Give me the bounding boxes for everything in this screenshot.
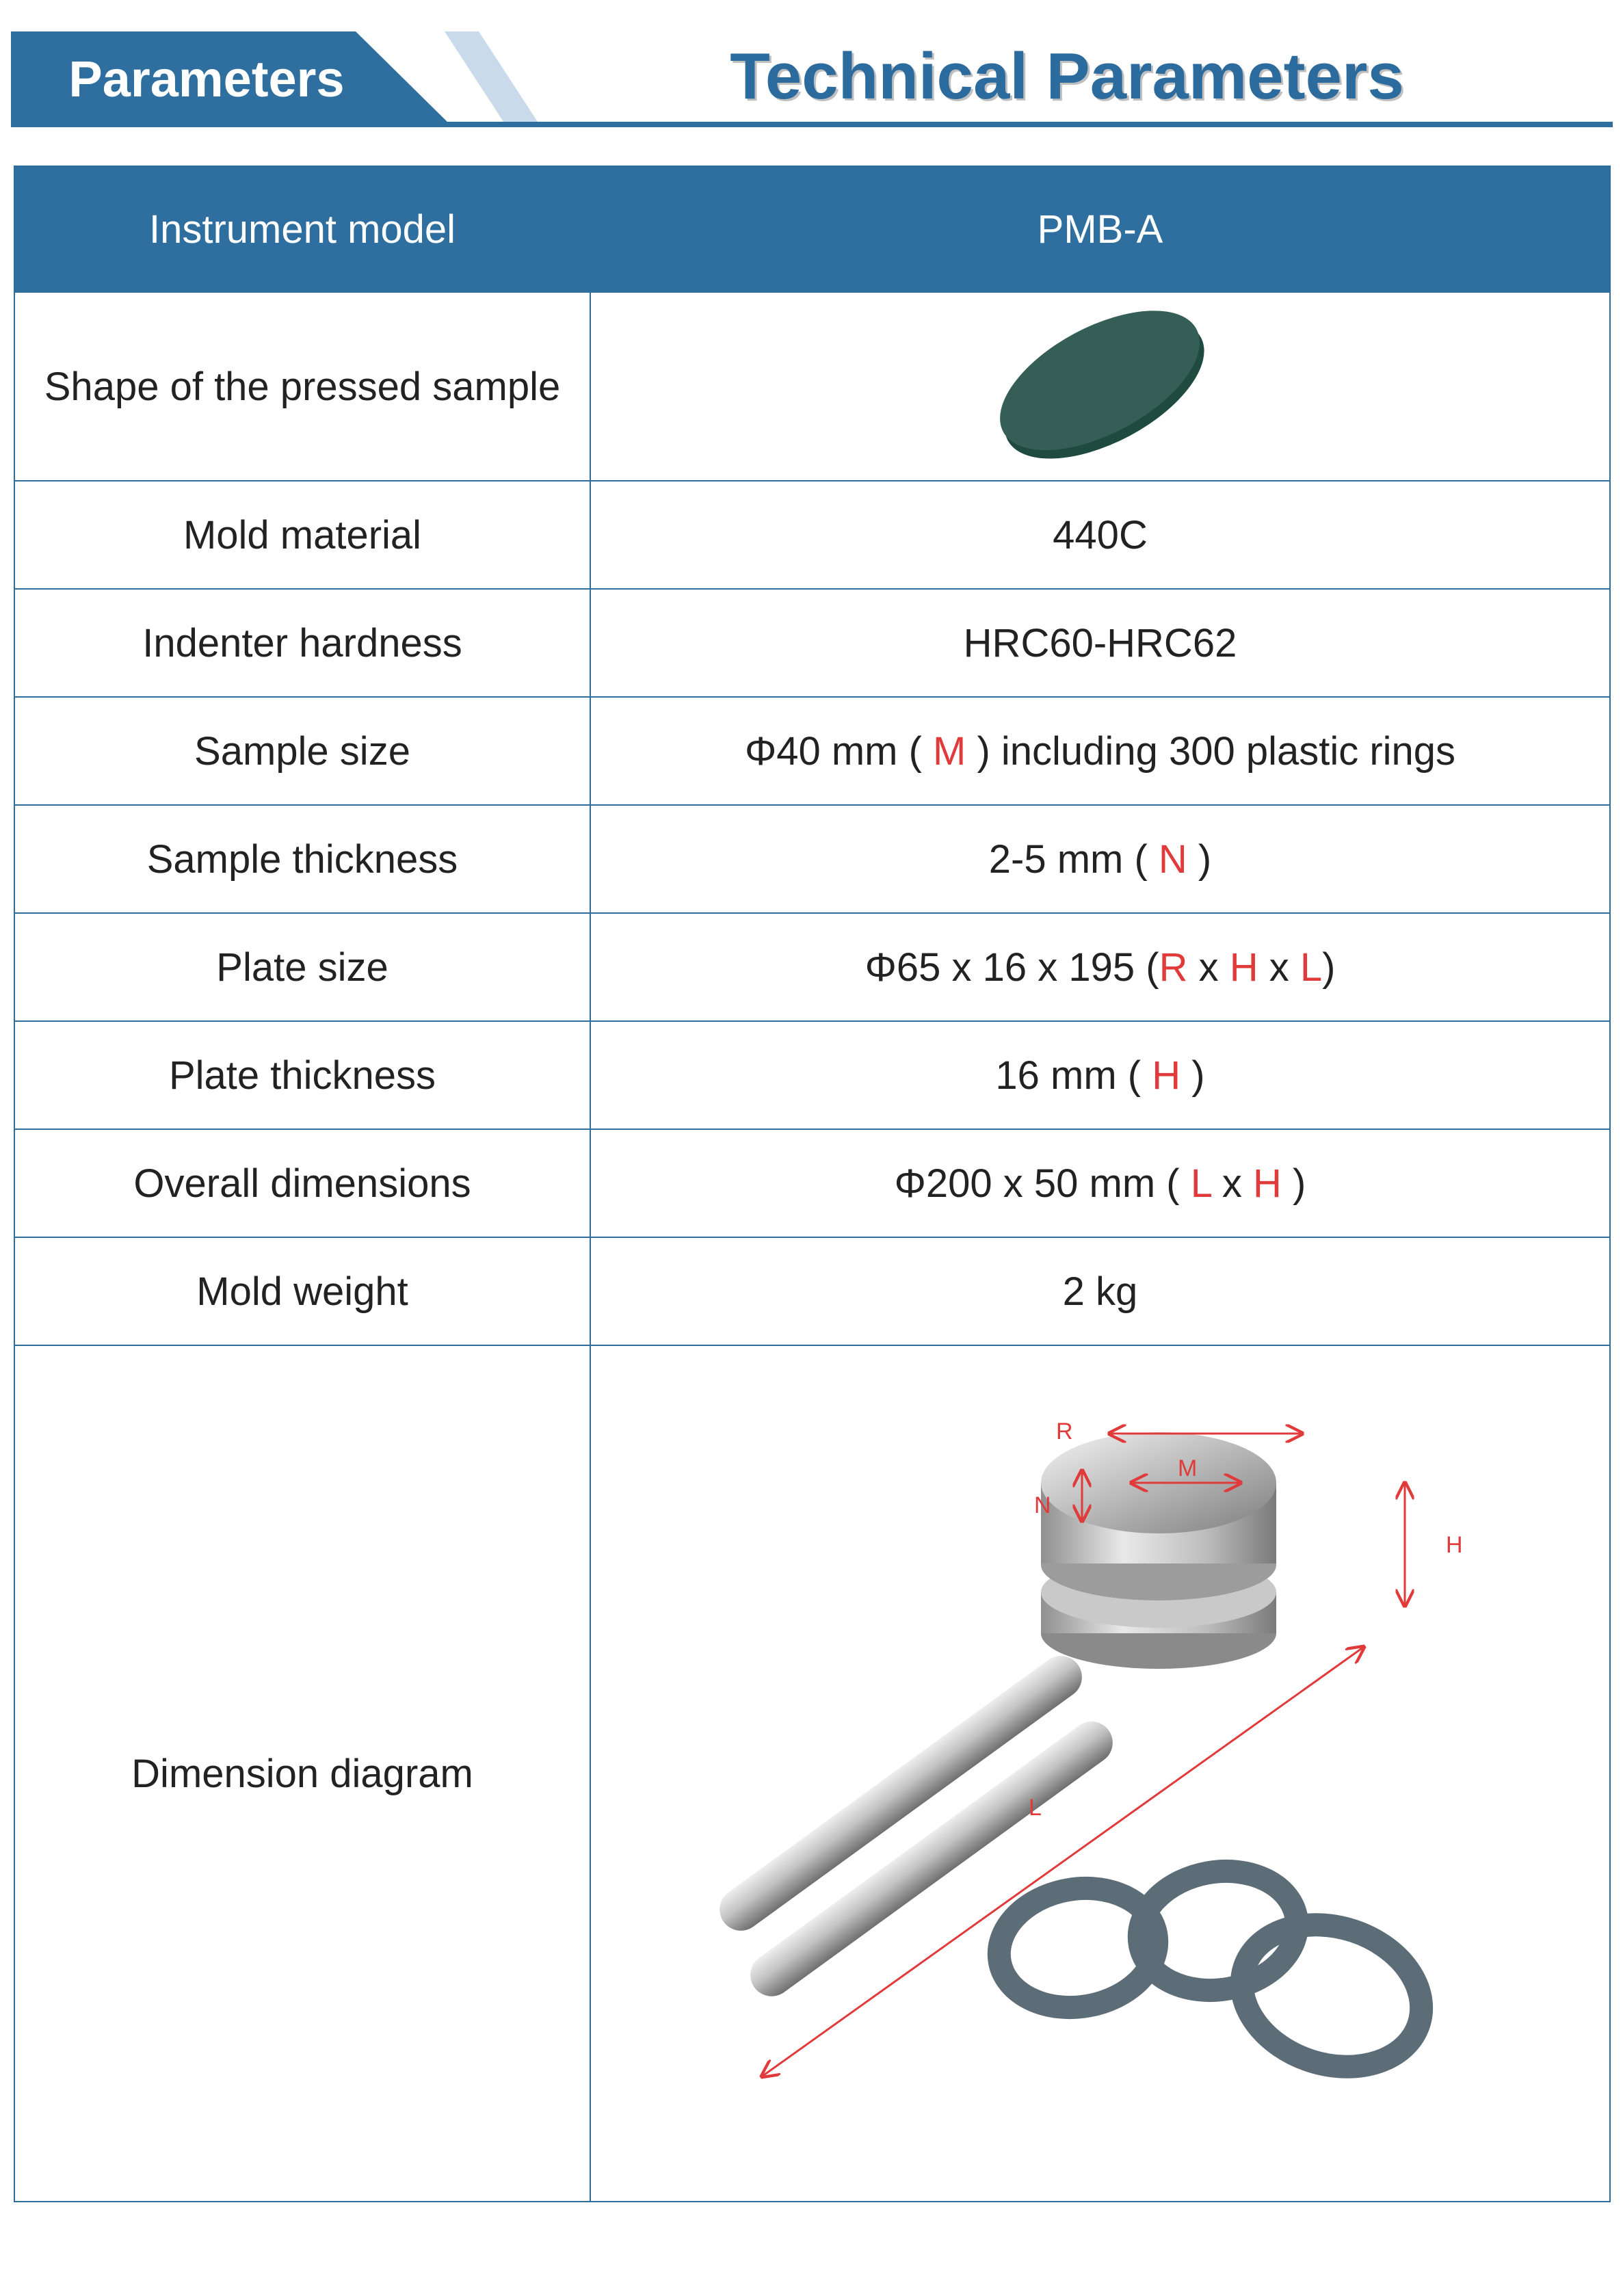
value-text: ) (1281, 1161, 1306, 1206)
row-value (590, 913, 1610, 1021)
table-header-row (14, 166, 1610, 292)
table-row (14, 1129, 1610, 1237)
table-row (14, 697, 1610, 805)
press-mold-with-rings-icon (591, 1346, 1612, 2201)
value-text: x (1258, 945, 1300, 990)
table-row (14, 1237, 1610, 1345)
row-value (590, 1021, 1610, 1129)
green-disc-icon (984, 293, 1217, 471)
header-value-cell: PMB-A (590, 166, 1610, 292)
mark-n-label: N (1034, 1492, 1051, 1518)
row-label: Sample thickness (14, 805, 590, 913)
dimension-mark: N (1158, 836, 1187, 882)
row-value (590, 1129, 1610, 1237)
dimension-mark: R (1159, 945, 1188, 990)
value-text: Φ200 x 50 mm ( (894, 1161, 1191, 1206)
dimension-mark: H (1229, 945, 1258, 990)
row-value: HRC60-HRC62 (590, 589, 1610, 697)
table-row-diagram (14, 1345, 1610, 2202)
value-text: ) (1180, 1053, 1205, 1098)
mark-h-label: H (1446, 1532, 1463, 1558)
dimension-diagram (591, 1346, 1612, 2201)
table-row (14, 1021, 1610, 1129)
row-value-diagram (590, 1345, 1610, 2202)
value-text: ) (1322, 945, 1336, 990)
row-label: Dimension diagram (14, 1345, 590, 2202)
value-text: Φ65 x 16 x 195 ( (865, 945, 1159, 990)
row-value: 2 kg (590, 1237, 1610, 1345)
dimension-mark: M (933, 728, 966, 774)
row-label: Plate size (14, 913, 590, 1021)
value-text: Φ40 mm ( (744, 728, 934, 774)
page-header (0, 0, 1623, 137)
mark-r-label: R (1056, 1418, 1073, 1444)
dimension-mark: L (1190, 1161, 1211, 1206)
table-row (14, 913, 1610, 1021)
row-label: Mold material (14, 481, 590, 589)
table-row (14, 589, 1610, 697)
value-text: 16 mm ( (995, 1053, 1152, 1098)
tab-light-stripe (445, 31, 540, 126)
table-row (14, 805, 1610, 913)
row-value (590, 805, 1610, 913)
value-text: 2-5 mm ( (988, 836, 1159, 882)
value-text: ) including 300 plastic rings (966, 728, 1456, 774)
table-row (14, 481, 1610, 589)
header-label-cell: Instrument model (14, 166, 590, 292)
value-text: x (1187, 945, 1230, 990)
page-title: Technical Parameters (730, 40, 1404, 113)
row-label: Indenter hardness (14, 589, 590, 697)
value-text: ) (1187, 836, 1212, 882)
row-label: Plate thickness (14, 1021, 590, 1129)
row-label: Overall dimensions (14, 1129, 590, 1237)
row-value: 440C (590, 481, 1610, 589)
dimension-mark: H (1152, 1053, 1181, 1098)
parameters-table (14, 166, 1611, 2202)
row-value (590, 697, 1610, 805)
mark-l-label: L (1029, 1795, 1042, 1821)
dimension-mark: H (1253, 1161, 1282, 1206)
value-text: x (1211, 1161, 1254, 1206)
mark-m-label: M (1178, 1455, 1198, 1481)
parameters-tab: Parameters (68, 50, 345, 107)
dimension-mark: L (1299, 945, 1323, 990)
row-label: Mold weight (14, 1237, 590, 1345)
row-label: Shape of the pressed sample (14, 292, 590, 481)
row-label: Sample size (14, 697, 590, 805)
table-row-shape (14, 292, 1610, 481)
row-value-image (590, 292, 1610, 481)
